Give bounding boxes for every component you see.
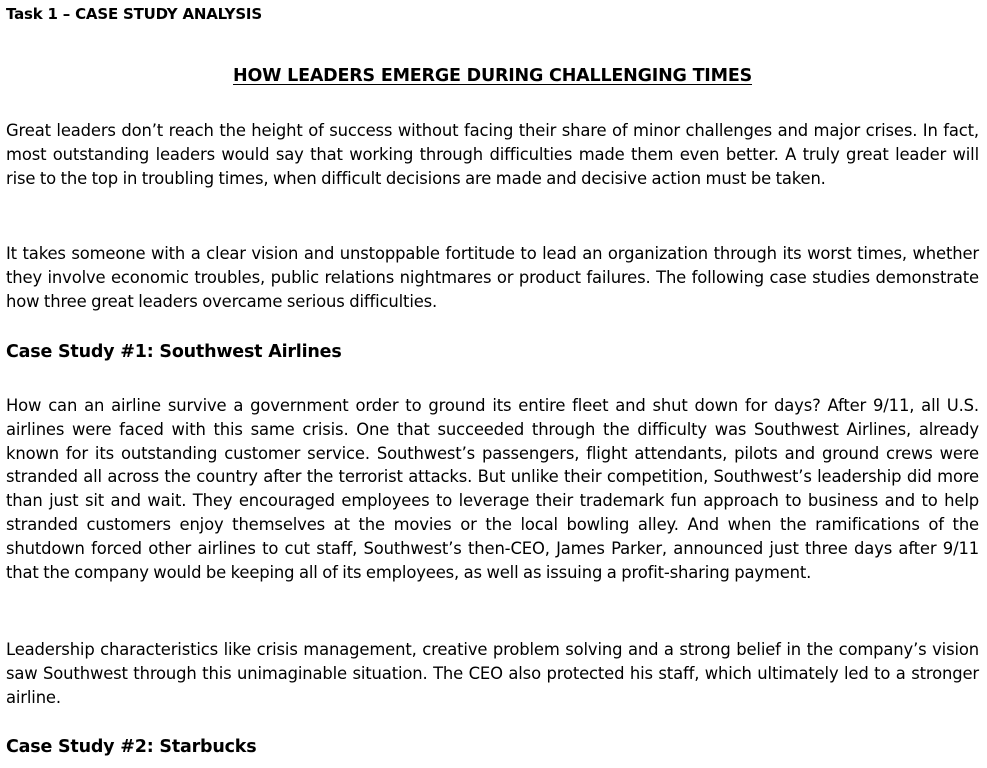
case-study-1-paragraph-2: Leadership characteristics like crisis management, creative problem solving and a strong belief in the company’s vision saw Southwest through this unimaginable situation. The CEO also protected his staff, which ultimately led to a stronger airline. [6,640,979,707]
task-label: Task 1 – CASE STUDY ANALYSIS [6,5,262,23]
case-study-1-paragraph-1: How can an airline survive a government order to ground its entire fleet and shut down for days? After 9/11, all U.S. airlines were faced with this same crisis. One that succeeded through the difficulty was Southwest Airlines, already known for its outstanding customer service. Southwest’s passengers, flight attendants, pilots and ground crews were stranded all across the country after the terrorist attacks. But unlike their competition, Southwest’s leadership did more than just sit and wait. They encouraged employees to leverage their trademark fun approach to business and to help stranded customers enjoy themselves at the movies or the local bowling alley. And when the ramifications of the shutdown forced other airlines to cut staff, Southwest’s then-CEO, James Parker, announced just three days after 9/11 that the company would be keeping all of its employees, as well as issuing a profit-sharing payment. [6,396,979,582]
document-title: HOW LEADERS EMERGE DURING CHALLENGING TIMES [233,66,752,86]
intro-paragraph-2: It takes someone with a clear vision and unstoppable fortitude to lead an organization through its worst times, whether they involve economic troubles, public relations nightmares or product failures. The following case studies demonstrate how three great leaders overcame serious difficulties. [6,244,979,311]
intro-paragraph-1: Great leaders don’t reach the height of success without facing their share of minor challenges and major crises. In fact, most outstanding leaders would say that working through difficulties made them even better. A truly great leader will rise to the top in troubling times, when difficult decisions are made and decisive action must be taken. [6,121,979,188]
case-study-2-heading: Case Study #2: Starbucks [6,737,257,757]
case-study-1-heading: Case Study #1: Southwest Airlines [6,342,342,362]
